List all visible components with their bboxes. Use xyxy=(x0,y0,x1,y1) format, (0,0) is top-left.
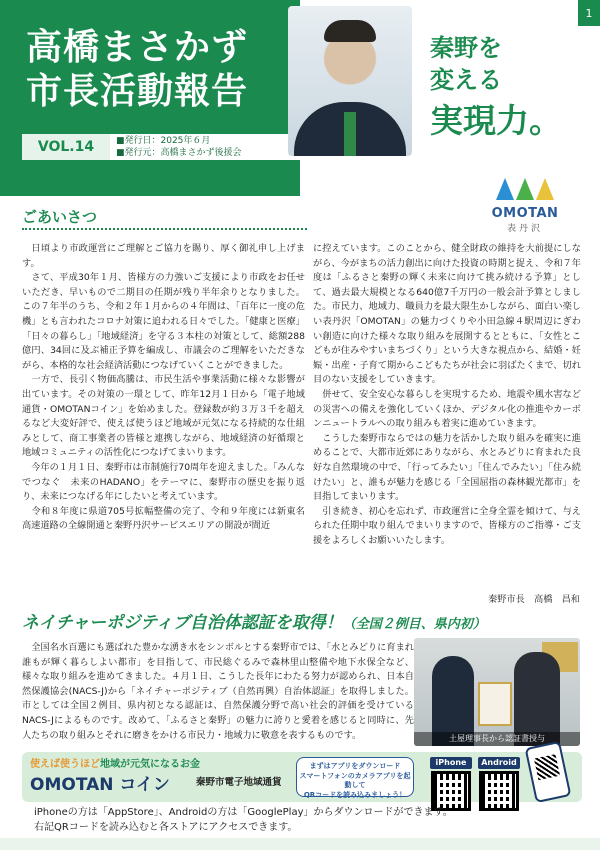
nature-title-main: ネイチャーポジティブ自治体認証を取得！ xyxy=(22,613,343,633)
coin-description: 秦野市電子地域通貨 xyxy=(196,777,282,788)
issue-date: ■発行日：2025年６月 xyxy=(116,136,211,146)
nature-title-sub: （全国２例目、県内初） xyxy=(342,617,486,632)
certificate-photo xyxy=(414,638,580,746)
coin-tagline xyxy=(30,755,200,770)
footer-band xyxy=(0,838,600,850)
slogan-line2: 変える xyxy=(430,66,502,94)
slogan-line1: 秦野を xyxy=(430,34,502,62)
greeting-right-column: に控えています。このことから、健全財政の維持を大前提にしながら、今がまちの活力創出に向けた投資の時期と捉え、令和７年度は「ふるさと秦野の輝く未来に向けて挑み続ける予算」として、過去最大規模となる640億7千万円の一般会計予算としました。市民力、地域力、職員力を最大限生かしながら、面白い楽しい表丹沢「OMOTAN」の魅力づくりや小田急線４駅周辺にぎわい創造に向けた様々な取り組みを展開するとともに、「女性とこどもが住みやすいまちづくり」という大きな視点から、結婚・妊娠・出産・子育て期からこどもたちが社会に羽ばたくまで、切れ目のない支援をしていきます。 併せて、安全安心な暮らしを実現するため、地震や風水害などの災害への備えを強化していくほか、デジタル化の推進やカーボンニュートラルへの取り組みも着実に進めていきます。 こうした秦野市ならではの魅力を活かした取り組みを確実に進めることで、大都市近郊にありながら、水とみどりに育まれた良好な自然環境の中で、「行ってみたい」「住んでみたい」「住み続けたい」と、誰もが魅力を感じる「全国屈指の森林観光都市」を目指してまいります。 引き続き、初心を忘れず、市政運営に全身全霊を傾けて、与えられた任期中取り組んでまいりますので、皆様方のご指導・ご支援をよろしくお願いいたします。 xyxy=(313,243,581,546)
signature: 秦野市長 高橋 昌和 xyxy=(488,594,580,605)
omotan-logo xyxy=(470,178,580,242)
logo-word: OMOTAN xyxy=(491,206,559,221)
mayor-photo xyxy=(288,6,412,156)
slogan-line3: 実現力。 xyxy=(430,101,562,140)
volume-label: VOL.14 xyxy=(22,134,110,160)
coin-tag-hi1: 使えば xyxy=(30,759,60,770)
greeting-heading-text: ごあいさつ xyxy=(22,208,98,226)
photo-caption: 土屋理事長から認証書授与 xyxy=(414,732,580,746)
greeting-left-column: 日頃より市政運営にご理解とご協力を賜り、厚く御礼申し上げます。 さて、平成30年１月、皆様方の力強いご支援により市政をお任せいただき、早いもので二期目の任期が残り半年余りとなりました。この７年半のうち、令和２年１月からの４年間は、「百年に一度の危機」とも言われたコロナ対策に追われる日々でした。「健康と医療」「日々の暮らし」「地域経済」を守る３本柱の対策として、総額288億円、34回に及ぶ補正予算を編成し、市議会のご理解をいただきながら、本格的な社会経済活動につなげていくことができました。 一方で、長引く物価高騰は、市民生活や事業活動に様々な影響が出ています。その対策の一環として、昨年12月１日から「電子地域通貨・OMOTANコイン」を始めました。登録数が約３万３千を超えるなど大変好評で、使えば使うほど地域が元気になる持続的な仕組みとして、商工事業者の皆様と連携しながら、地域経済の好循環と地域コミュニティの活性化につなげてまいります。 今年の１月１日、秦野市は市制施行70周年を迎えました。「みんなでつなぐ 未来のHADANO」をテーマに、秦野市の歴史を振り返り、未来につなげる年にしたいと考えています。 令和８年度に県道705号拡幅整備の完了、令和９年度には新東名高速道路の全線開通と秦野丹沢サービスエリアの開設が間近 xyxy=(22,243,305,532)
logo-sub: 表丹沢 xyxy=(506,224,543,234)
page-title-line2: 市長活動報告 xyxy=(26,71,249,112)
coin-tag-hi2: 使うほど xyxy=(60,759,100,770)
greeting-heading xyxy=(22,206,307,230)
issue-info-bar xyxy=(22,134,304,160)
issue-meta xyxy=(110,135,242,159)
nature-section-title xyxy=(22,608,582,638)
coin-name xyxy=(30,770,170,795)
coin-tag-rest: 地域が元気になるお金 xyxy=(100,759,200,770)
publisher: ■発行元：高橋まさかず後援会 xyxy=(116,148,242,158)
app-download-note: まずはアプリをダウンロード スマートフォンのカメラアプリを起動して QRコードを読み込みましょう！ xyxy=(296,757,414,797)
coin-name-suffix: コイン xyxy=(119,775,170,795)
download-instructions: iPhoneの方は「AppStore」、Androidの方は「GooglePlay」からダウンロードができます。 右記QRコードを読み込むと各ストアにアクセスできます。 xyxy=(34,807,453,833)
page-title-line1: 高橋まさかず xyxy=(26,27,249,68)
android-label: Android xyxy=(478,757,520,769)
page-number: 1 xyxy=(578,0,600,26)
mountain-logo-icon xyxy=(470,178,580,206)
coin-name-word: OMOTAN xyxy=(30,775,114,795)
nature-section-text: 全国名水百選にも選ばれた豊かな湧き水をシンボルとする秦野市では、「水とみどりに育まれ誰もが輝く暮らしよい都市」を目指して、市民総ぐるみで森林里山整備や地下水保全など、様々な取り組みを進めてきました。４月１日、こうした長年にわたる努力が認められ、日本自然保護協会(NACS-J)から「ネイチャーポジティブ（自然再興）自治体認証」を取得しました。市としては全国２例目、県内初となる認証は、自然保護分野で高い社会的評価を受けているNACS-Jによるものです。改めて、「ふるさと秦野」の魅力に誇りと愛着を感じると同時に、先人たちの取り組みとそれに磨きをかける市民力・地域力に敬意を表するものです。 xyxy=(22,642,414,741)
iphone-label: iPhone xyxy=(430,757,472,769)
